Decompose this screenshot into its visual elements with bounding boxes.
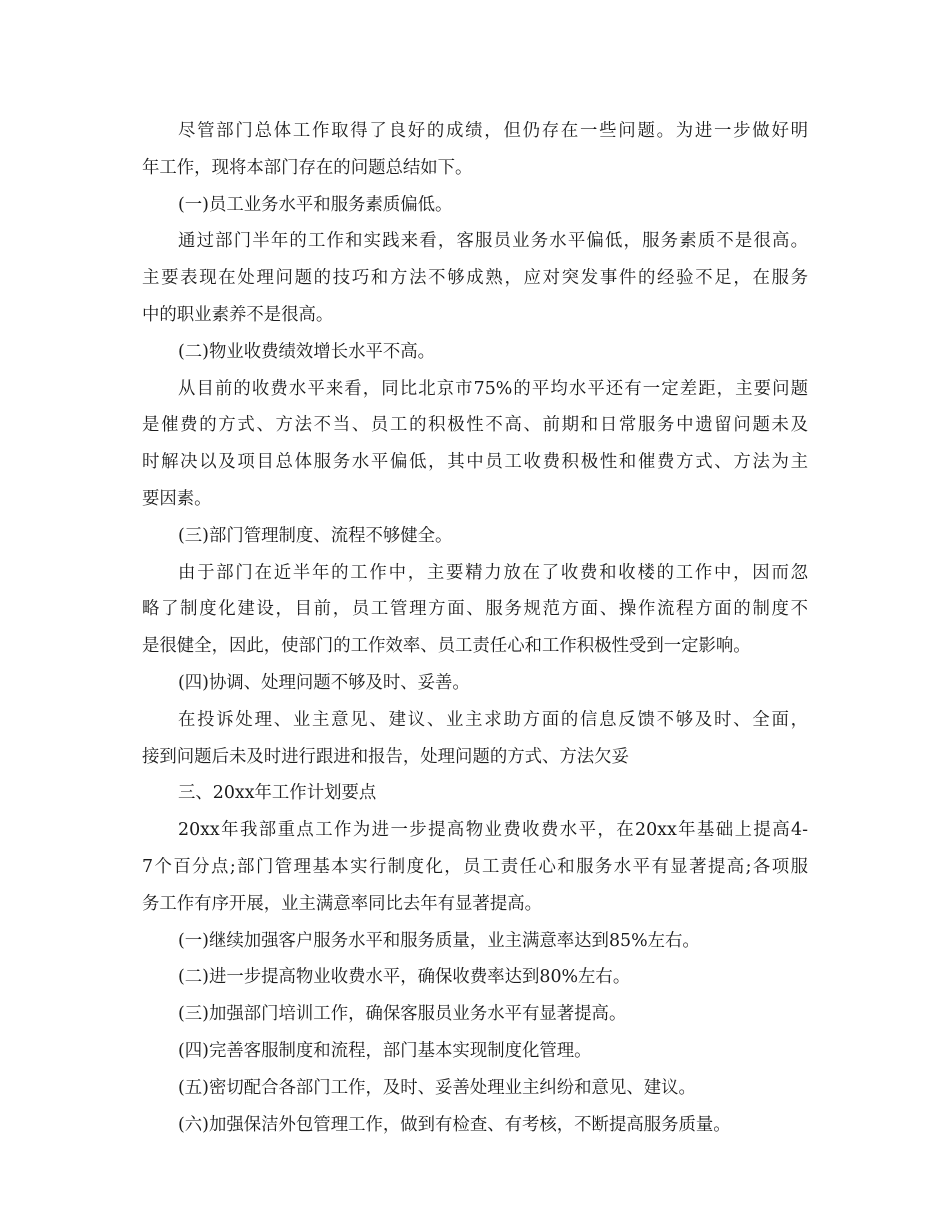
paragraph-line: (三)部门管理制度、流程不够健全。 xyxy=(178,525,453,546)
paragraph-line: 年工作，现将本部门存在的问题总结如下。 xyxy=(142,157,473,178)
paragraph-line: 时解决以及项目总体服务水平偏低，其中员工收费积极性和催费方式、方法为主 xyxy=(142,452,808,473)
paragraph-line: (一)员工业务水平和服务素质偏低。 xyxy=(178,194,453,215)
paragraph-line: 是催费的方式、方法不当、员工的积极性不高、前期和日常服务中遗留问题未及 xyxy=(142,415,808,436)
paragraph-line: 略了制度化建设，目前，员工管理方面、服务规范方面、操作流程方面的制度不 xyxy=(142,599,808,620)
paragraph-line: 7个百分点;部门管理基本实行制度化，员工责任心和服务水平有显著提高;各项服 xyxy=(142,856,808,877)
paragraph-line: 务工作有序开展，业主满意率同比去年有显著提高。 xyxy=(142,893,542,914)
paragraph-line: 在投诉处理、业主意见、建议、业主求助方面的信息反馈不够及时、全面， xyxy=(178,709,808,730)
paragraph-line: (六)加强保洁外包管理工作，做到有检查、有考核，不断提高服务质量。 xyxy=(178,1114,731,1135)
paragraph-line: (三)加强部门培训工作，确保客服员业务水平有显著提高。 xyxy=(178,1004,627,1025)
paragraph-line: 主要表现在处理问题的技巧和方法不够成熟，应对突发事件的经验不足，在服务 xyxy=(142,268,808,289)
paragraph-line: 由于部门在近半年的工作中，主要精力放在了收费和收楼的工作中，因而忽 xyxy=(178,562,808,583)
paragraph-line: (四)完善客服制度和流程，部门基本实现制度化管理。 xyxy=(178,1040,592,1061)
paragraph-line: 从目前的收费水平来看，同比北京市75%的平均水平还有一定差距，主要问题 xyxy=(178,378,808,399)
paragraph-line: (五)密切配合各部门工作，及时、妥善处理业主纠纷和意见、建议。 xyxy=(178,1077,696,1098)
paragraph-line: (二)进一步提高物业收费水平，确保收费率达到80%左右。 xyxy=(178,967,631,988)
paragraph-line: 要因素。 xyxy=(142,488,212,509)
paragraph-line: 是很健全，因此，使部门的工作效率、员工责任心和工作积极性受到一定影响。 xyxy=(142,636,751,657)
paragraph-line: 中的职业素养不是很高。 xyxy=(142,304,334,325)
paragraph-line: 接到问题后未及时进行跟进和报告，处理问题的方式、方法欠妥 xyxy=(142,746,629,767)
paragraph-line: (一)继续加强客户服务水平和服务质量，业主满意率达到85%左右。 xyxy=(178,930,700,951)
paragraph-line: 尽管部门总体工作取得了良好的成绩，但仍存在一些问题。为进一步做好明 xyxy=(178,121,808,141)
document-body xyxy=(142,113,808,1143)
paragraph-line: (二)物业收费绩效增长水平不高。 xyxy=(178,341,436,362)
paragraph-line: 20xx年我部重点工作为进一步提高物业费收费水平，在20xx年基础上提高4- xyxy=(178,820,808,841)
paragraph-line: 通过部门半年的工作和实践来看，客服员业务水平偏低，服务素质不是很高。 xyxy=(178,231,808,252)
paragraph-line: (四)协调、处理问题不够及时、妥善。 xyxy=(178,672,470,693)
paragraph-line: 三、20xx年工作计划要点 xyxy=(178,783,377,804)
